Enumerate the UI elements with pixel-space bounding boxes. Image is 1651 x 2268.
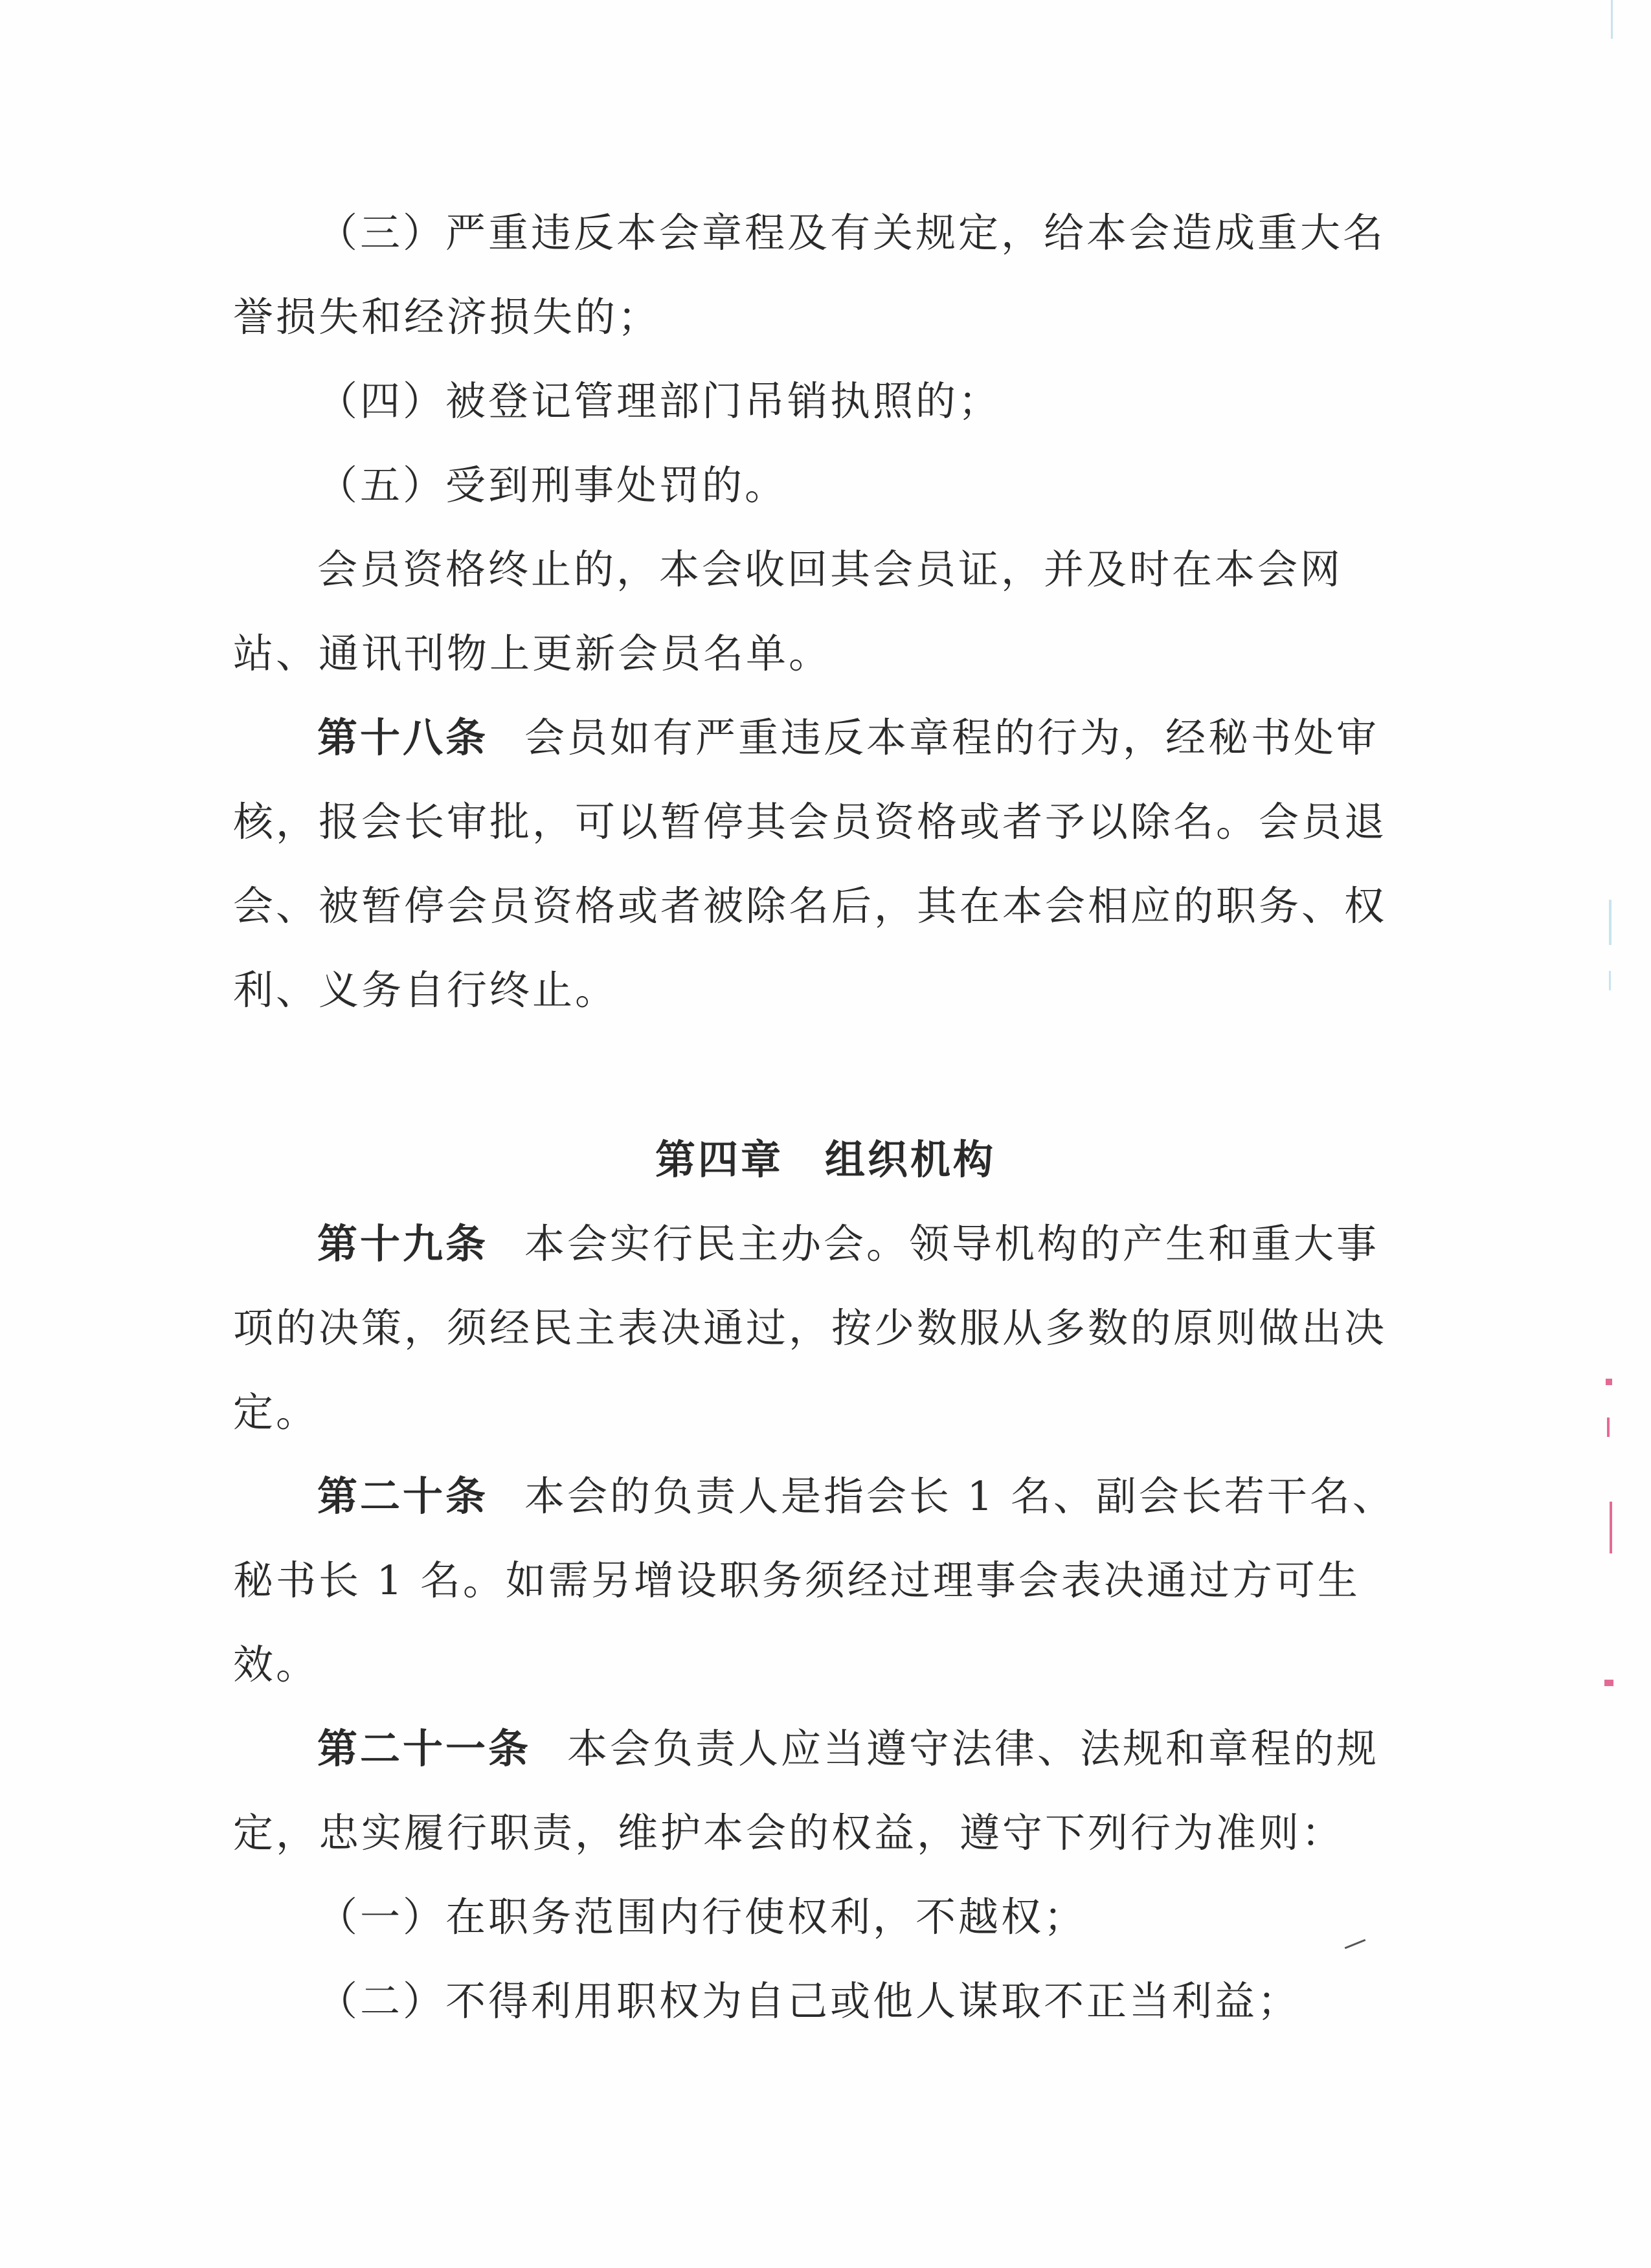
scan-mark (1606, 1379, 1612, 1385)
scan-mark (1611, 0, 1613, 39)
scan-mark (1609, 971, 1611, 990)
article-number: 第十八条 (317, 714, 489, 761)
scan-mark (1607, 1418, 1610, 1437)
article-text: 本会实行民主办会。领导机构的产生和重大事 (524, 1220, 1380, 1267)
text-line: 利、义务自行终止。 (233, 966, 618, 1014)
list-item: （一）在职务范围内行使权利，不越权； (317, 1893, 1087, 1940)
text-line: 效。 (233, 1641, 319, 1688)
text-line: 会、被暂停会员资格或者被除名后，其在本会相应的职务、权 (233, 882, 1387, 929)
scan-mark (1610, 1502, 1612, 1553)
article-18-line-1 (317, 712, 1380, 764)
article-20-line-1 (317, 1471, 1395, 1522)
chapter-title: 组织机构 (825, 1136, 996, 1183)
text-line: 定。 (233, 1388, 319, 1436)
article-text: 会员如有严重违反本章程的行为，经秘书处审 (524, 714, 1380, 761)
pen-stroke (1345, 1939, 1366, 1950)
list-item: （二）不得利用职权为自己或他人谋取不正当利益； (317, 1977, 1301, 2025)
article-19-line-1 (317, 1218, 1380, 1270)
article-number: 第二十条 (317, 1473, 489, 1520)
article-21-line-1 (317, 1723, 1380, 1775)
text-line: 项的决策，须经民主表决通过，按少数服从多数的原则做出决 (233, 1304, 1387, 1351)
article-text: 本会负责人应当遵守法律、法规和章程的规 (567, 1725, 1380, 1772)
chapter-number: 第四章 (655, 1136, 783, 1183)
text-line: 核，报会长审批，可以暂停其会员资格或者予以除名。会员退 (233, 798, 1387, 845)
text-line: 秘书长 1 名。如需另增设职务须经过理事会表决通过方可生 (233, 1557, 1360, 1604)
text-line: （五）受到刑事处罚的。 (317, 461, 788, 509)
text-line: （三）严重违反本会章程及有关规定，给本会造成重大名 (317, 209, 1386, 256)
chapter-heading (0, 1134, 1651, 1186)
scan-mark (1609, 900, 1612, 945)
article-text: 本会的负责人是指会长 1 名、副会长若干名、 (524, 1473, 1395, 1520)
text-line: 誉损失和经济损失的； (233, 293, 661, 340)
text-line: 站、通讯刊物上更新会员名单。 (233, 630, 832, 677)
article-number: 第十九条 (317, 1220, 489, 1267)
article-number: 第二十一条 (317, 1725, 532, 1772)
text-line: 定，忠实履行职责，维护本会的权益，遵守下列行为准则： (233, 1809, 1345, 1856)
text-line: （四）被登记管理部门吊销执照的； (317, 377, 1002, 425)
scan-mark (1604, 1680, 1613, 1686)
text-line: 会员资格终止的，本会收回其会员证，并及时在本会网 (317, 546, 1343, 593)
